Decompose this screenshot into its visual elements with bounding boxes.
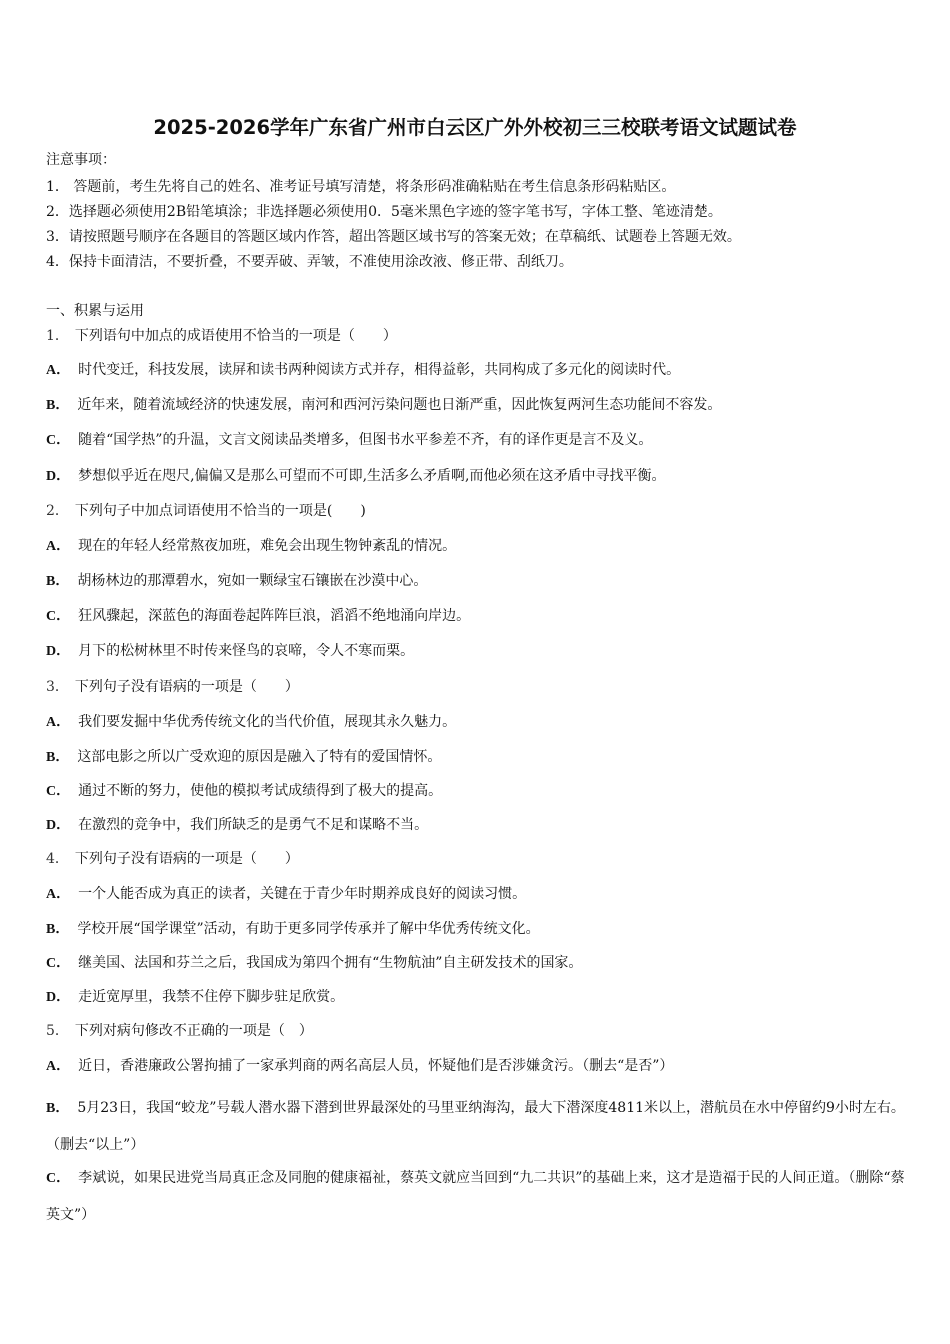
option-d: D． 在激烈的竞争中，我们所缺乏的是勇气不足和谋略不当。 (46, 817, 429, 833)
option-a: A． 近日，香港廉政公署拘捕了一家承判商的两名高层人员，怀疑他们是否涉嫌贪污。（删去“是否”） (46, 1058, 674, 1074)
option-b: B． 学校开展“国学课堂”活动，有助于更多同学传承并了解中华优秀传统文化。 (46, 921, 540, 937)
notice-heading: 注意事项： (46, 152, 116, 168)
question-text: 下列句子没有语病的一项是（ ） (74, 851, 299, 867)
notice-item: 1． 答题前，考生先将自己的姓名、准考证号填写清楚，将条形码准确粘贴在考生信息条形码粘贴区。 (46, 179, 676, 195)
option-c: C． 通过不断的努力，使他的模拟考试成绩得到了极大的提高。 (46, 783, 443, 799)
question-stem (46, 501, 366, 521)
question-number: 1． (46, 328, 69, 344)
question-number: 3． (46, 679, 69, 695)
option-b: B． 近年来，随着流域经济的快速发展，南河和西河污染问题也日渐严重，因此恢复两河生态功能间不容发。 (46, 397, 722, 413)
option-c: C． 狂风骤起，深蓝色的海面卷起阵阵巨浪，滔滔不绝地涌向岸边。 (46, 608, 471, 624)
page-title: 2025-2026学年广东省广州市白云区广外外校初三三校联考语文试题试卷 (153, 116, 797, 139)
question-number: 4． (46, 851, 69, 867)
option-a: A． 我们要发掘中华优秀传统文化的当代价值，展现其永久魅力。 (46, 714, 457, 730)
option-b: B． 胡杨林边的那潭碧水，宛如一颗绿宝石镶嵌在沙漠中心。 (46, 573, 428, 589)
question-number: 5． (46, 1023, 69, 1039)
option-c: C． 随着“国学热”的升温，文言文阅读品类增多，但图书水平参差不齐，有的译作更是言不及义。 (46, 432, 653, 448)
section-heading: 一、积累与运用 (46, 303, 144, 319)
question-text: 下列语句中加点的成语使用不恰当的一项是（ ） (74, 328, 397, 344)
question-stem (46, 677, 299, 697)
question-text: 下列句子中加点词语使用不恰当的一项是( ) (74, 503, 366, 519)
question-stem (46, 1021, 313, 1041)
option-a: A． 时代变迁，科技发展，读屏和读书两种阅读方式并存，相得益彰，共同构成了多元化的阅读时代。 (46, 362, 681, 378)
option-a: A． 现在的年轻人经常熬夜加班，难免会出现生物钟紊乱的情况。 (46, 538, 457, 554)
option-a: A． 一个人能否成为真正的读者，关键在于青少年时期养成良好的阅读习惯。 (46, 886, 527, 902)
option-c: C． 李斌说，如果民进党当局真正念及同胞的健康福祉，蔡英文就应当回到“九二共识”的基础上来，这才是造福于民的人间正道。（删除“蔡英文”） (46, 1170, 905, 1223)
notice-item: 4．保持卡面清洁，不要折叠，不要弄破、弄皱，不准使用涂改液、修正带、刮纸刀。 (46, 254, 573, 270)
question-stem (46, 326, 397, 346)
option-d: D． 梦想似乎近在咫尺,偏偏又是那么可望而不可即,生活多么矛盾啊,而他必须在这矛盾中寻找平衡。 (46, 468, 666, 484)
notice-item: 3．请按照题号顺序在各题目的答题区域内作答，超出答题区域书写的答案无效；在草稿纸、试题卷上答题无效。 (46, 229, 741, 245)
question-stem (46, 849, 299, 869)
option-b: B． 5月23日，我国“蛟龙”号载人潜水器下潜到世界最深处的马里亚纳海沟，最大下潜深度4811米以上，潜航员在水中停留约9小时左右。（删去“以上”） (46, 1100, 905, 1153)
notice-item: 2．选择题必须使用2B铅笔填涂；非选择题必须使用0．5毫米黑色字迹的签字笔书写，字体工整、笔迹清楚。 (46, 204, 722, 220)
question-text: 下列句子没有语病的一项是（ ） (74, 679, 299, 695)
question-number: 2． (46, 503, 69, 519)
option-d: D． 月下的松树林里不时传来怪鸟的哀啼，令人不寒而栗。 (46, 643, 415, 659)
option-c: C． 继美国、法国和芬兰之后，我国成为第四个拥有“生物航油”自主研发技术的国家。 (46, 955, 583, 971)
option-d: D． 走近宽厚里，我禁不住停下脚步驻足欣赏。 (46, 989, 345, 1005)
option-b: B． 这部电影之所以广受欢迎的原因是融入了特有的爱国情怀。 (46, 749, 442, 765)
question-text: 下列对病句修改不正确的一项是（ ） (74, 1023, 313, 1039)
